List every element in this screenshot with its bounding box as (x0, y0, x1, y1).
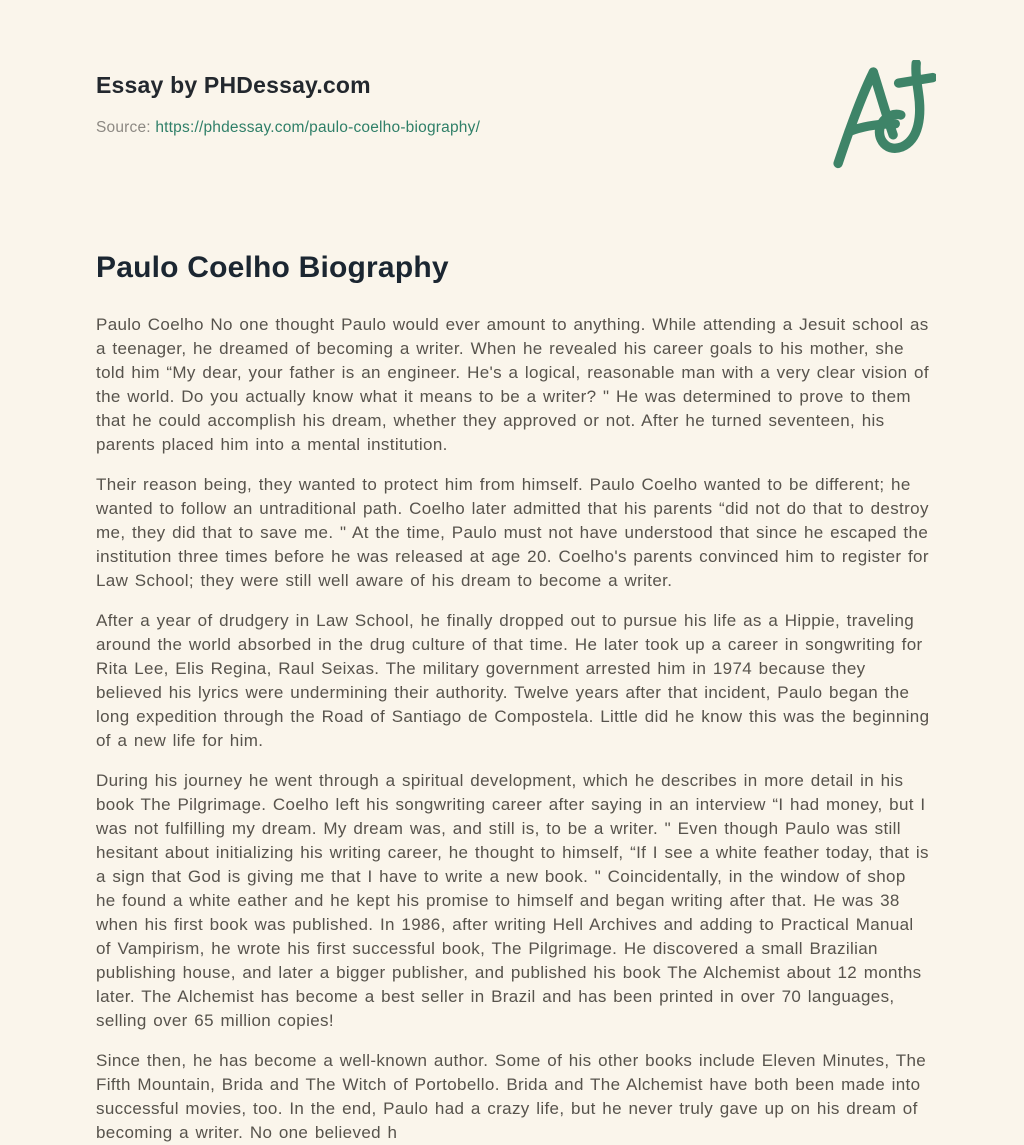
essay-paragraph: During his journey he went through a spiritual development, which he describes in more detail in his book The Pilgrimage. Coelho left his songwriting career after saying in an interview “I had money, but I was not fulfilling my dream. My dream was, and still is, to be a writer. " Even though Paulo was still hesitant about initializing his writing career, he thought to himself, “If I see a white feather today, that is a sign that God is giving me that I have to write a new book. " Coincidentally, in the window of shop he found a white eather and he kept his promise to himself and began writing after that. He was 38 when his first book was published. In 1986, after writing Hell Archives and adding to Practical Manual of Vampirism, he wrote his first successful book, The Pilgrimage. He discovered a small Brazilian publishing house, and later a bigger publisher, and published his book The Alchemist about 12 months later. The Alchemist has become a best seller in Brazil and has been printed in over 70 languages, selling over 65 million copies! (96, 771, 929, 1030)
essay-paragraph: Paulo Coelho No one thought Paulo would ever amount to anything. While attending a Jesuit school as a teenager, he dreamed of becoming a writer. When he revealed his career goals to his mother, she told him “My dear, your father is an engineer. He's a logical, reasonable man with a very clear vision of the world. Do you actually know what it means to be a writer? " He was determined to prove to them that he could accomplish his dream, whether they approved or not. After he turned seventeen, his parents placed him into a mental institution. (96, 315, 929, 454)
header-text-block (96, 72, 480, 137)
essay-paragraph: After a year of drudgery in Law School, he finally dropped out to pursue his life as a Hippie, traveling around the world absorbed in the drug culture of that time. He later took up a career in songwriting for Rita Lee, Elis Regina, Raul Seixas. The military government arrested him in 1974 because they believed his lyrics were undermining their authority. Twelve years after that incident, Paulo began the long expedition through the Road of Santiago de Compostela. Little did he know this was the beginning of a new life for him. (96, 611, 930, 750)
essay-paragraph: Their reason being, they wanted to protect him from himself. Paulo Coelho wanted to be different; he wanted to follow an untraditional path. Coelho later admitted that his parents “did not do that to destroy me, they did that to save me. " At the time, Paulo must not have understood that since he escaped the institution three times before he was released at age 20. Coelho's parents convinced him to register for Law School; they were still well aware of his dream to become a writer. (96, 475, 929, 590)
a-plus-logo-icon (826, 60, 936, 170)
source-label: Source: (96, 119, 151, 136)
page-header (96, 72, 930, 170)
essay-title: Paulo Coelho Biography (96, 251, 449, 284)
byline: Essay by PHDessay.com (96, 72, 371, 98)
source-link[interactable]: https://phdessay.com/paulo-coelho-biography/ (155, 119, 481, 136)
essay-body (96, 313, 930, 1145)
essay-paragraph: Since then, he has become a well-known author. Some of his other books include Eleven Minutes, The Fifth Mountain, Brida and The Witch of Portobello. Brida and The Alchemist have both been made into successful movies, too. In the end, Paulo had a crazy life, but he never truly gave up on his dream of becoming a writer. No one believed h (96, 1051, 927, 1142)
source-line (96, 119, 480, 137)
